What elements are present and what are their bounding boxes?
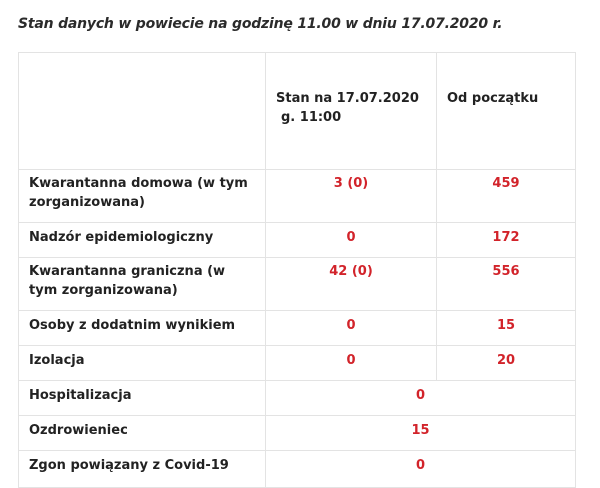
row-label: Kwarantanna graniczna (w tym zorganizowana): [19, 258, 266, 311]
table-row: [19, 258, 576, 311]
table-row: [19, 416, 576, 451]
row-od-poczatku-value: 459: [437, 170, 576, 223]
row-od-poczatku-value: 556: [437, 258, 576, 311]
row-stan-value: 0: [266, 223, 437, 258]
table-row: [19, 346, 576, 381]
row-od-poczatku-value: 15: [437, 311, 576, 346]
row-stan-value: 0: [266, 311, 437, 346]
header-od-poczatku: Od początku: [437, 53, 576, 170]
row-label: Ozdrowieniec: [19, 416, 266, 451]
header-stan: [266, 53, 437, 170]
row-label: Osoby z dodatnim wynikiem: [19, 311, 266, 346]
header-stan-date: Stan na 17.07.2020: [276, 91, 419, 106]
table-row: [19, 223, 576, 258]
row-merged-value: 0: [266, 451, 576, 488]
stats-table: [18, 52, 576, 488]
row-label: Zgon powiązany z Covid-19: [19, 451, 266, 488]
row-merged-value: 15: [266, 416, 576, 451]
row-merged-value: 0: [266, 381, 576, 416]
row-stan-value: 3 (0): [266, 170, 437, 223]
row-od-poczatku-value: 20: [437, 346, 576, 381]
table-row: [19, 381, 576, 416]
header-empty-cell: [19, 53, 266, 170]
table-header-row: [19, 53, 576, 170]
table-row: [19, 451, 576, 488]
table-row: [19, 311, 576, 346]
row-label: Nadzór epidemiologiczny: [19, 223, 266, 258]
row-label: Hospitalizacja: [19, 381, 266, 416]
row-label: Izolacja: [19, 346, 266, 381]
row-od-poczatku-value: 172: [437, 223, 576, 258]
row-stan-value: 0: [266, 346, 437, 381]
header-stan-hour: g. 11:00: [281, 110, 342, 125]
table-row: [19, 170, 576, 223]
row-label: Kwarantanna domowa (w tym zorganizowana): [19, 170, 266, 223]
row-stan-value: 42 (0): [266, 258, 437, 311]
page-title: Stan danych w powiecie na godzinę 11.00 w dniu 17.07.2020 r.: [18, 16, 503, 32]
